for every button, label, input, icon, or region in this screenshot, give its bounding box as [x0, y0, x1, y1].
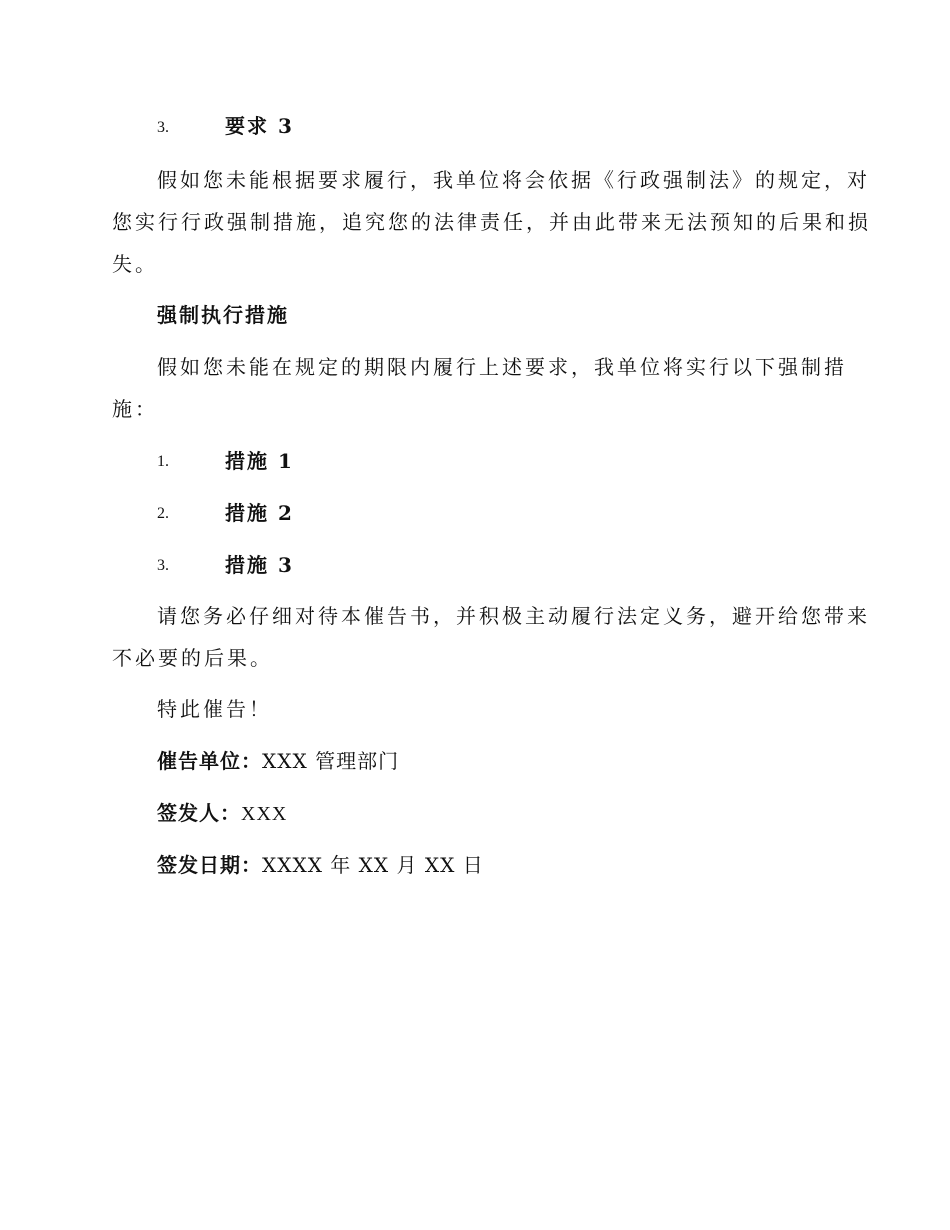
measure-2-label: 措施 2	[225, 501, 294, 525]
issue-date-label: 签发日期：	[157, 853, 262, 877]
closing-line-2: 不必要的后果。	[112, 646, 273, 670]
signer-value: XXX	[241, 803, 288, 825]
issue-date-row	[157, 853, 484, 877]
signer-label: 签发人：	[157, 801, 241, 825]
issuing-unit-label: 催告单位：	[157, 749, 262, 773]
paragraph-1-line-1: 假如您未能根据要求履行，我单位将会依据《行政强制法》的规定，对	[157, 168, 870, 192]
enforcement-intro-line-2: 施：	[112, 397, 158, 421]
measure-2-number: 2.	[157, 505, 169, 522]
enforcement-intro-line-1: 假如您未能在规定的期限内履行上述要求，我单位将实行以下强制措	[157, 355, 847, 379]
issuing-unit-row	[157, 749, 399, 773]
measure-3-number: 3.	[157, 557, 169, 574]
issuing-unit-value: XXX 管理部门	[262, 749, 400, 773]
closing-line-1: 请您务必仔细对待本催告书，并积极主动履行法定义务，避开给您带来	[157, 604, 870, 628]
signer-row	[157, 801, 287, 826]
requirement-3-label: 要求 3	[225, 114, 294, 138]
paragraph-1-line-2: 您实行行政强制措施，追究您的法律责任，并由此带来无法预知的后果和损	[112, 210, 871, 234]
measure-1-label: 措施 1	[225, 449, 294, 473]
measure-1-number: 1.	[157, 453, 169, 470]
closing-notice: 特此催告！	[157, 697, 272, 721]
paragraph-1-line-3: 失。	[112, 252, 158, 276]
measure-3-label: 措施 3	[225, 553, 294, 577]
enforcement-heading: 强制执行措施	[157, 303, 289, 327]
requirement-3-number: 3.	[157, 119, 169, 136]
issue-date-value: XXXX 年 XX 月 XX 日	[262, 853, 484, 877]
